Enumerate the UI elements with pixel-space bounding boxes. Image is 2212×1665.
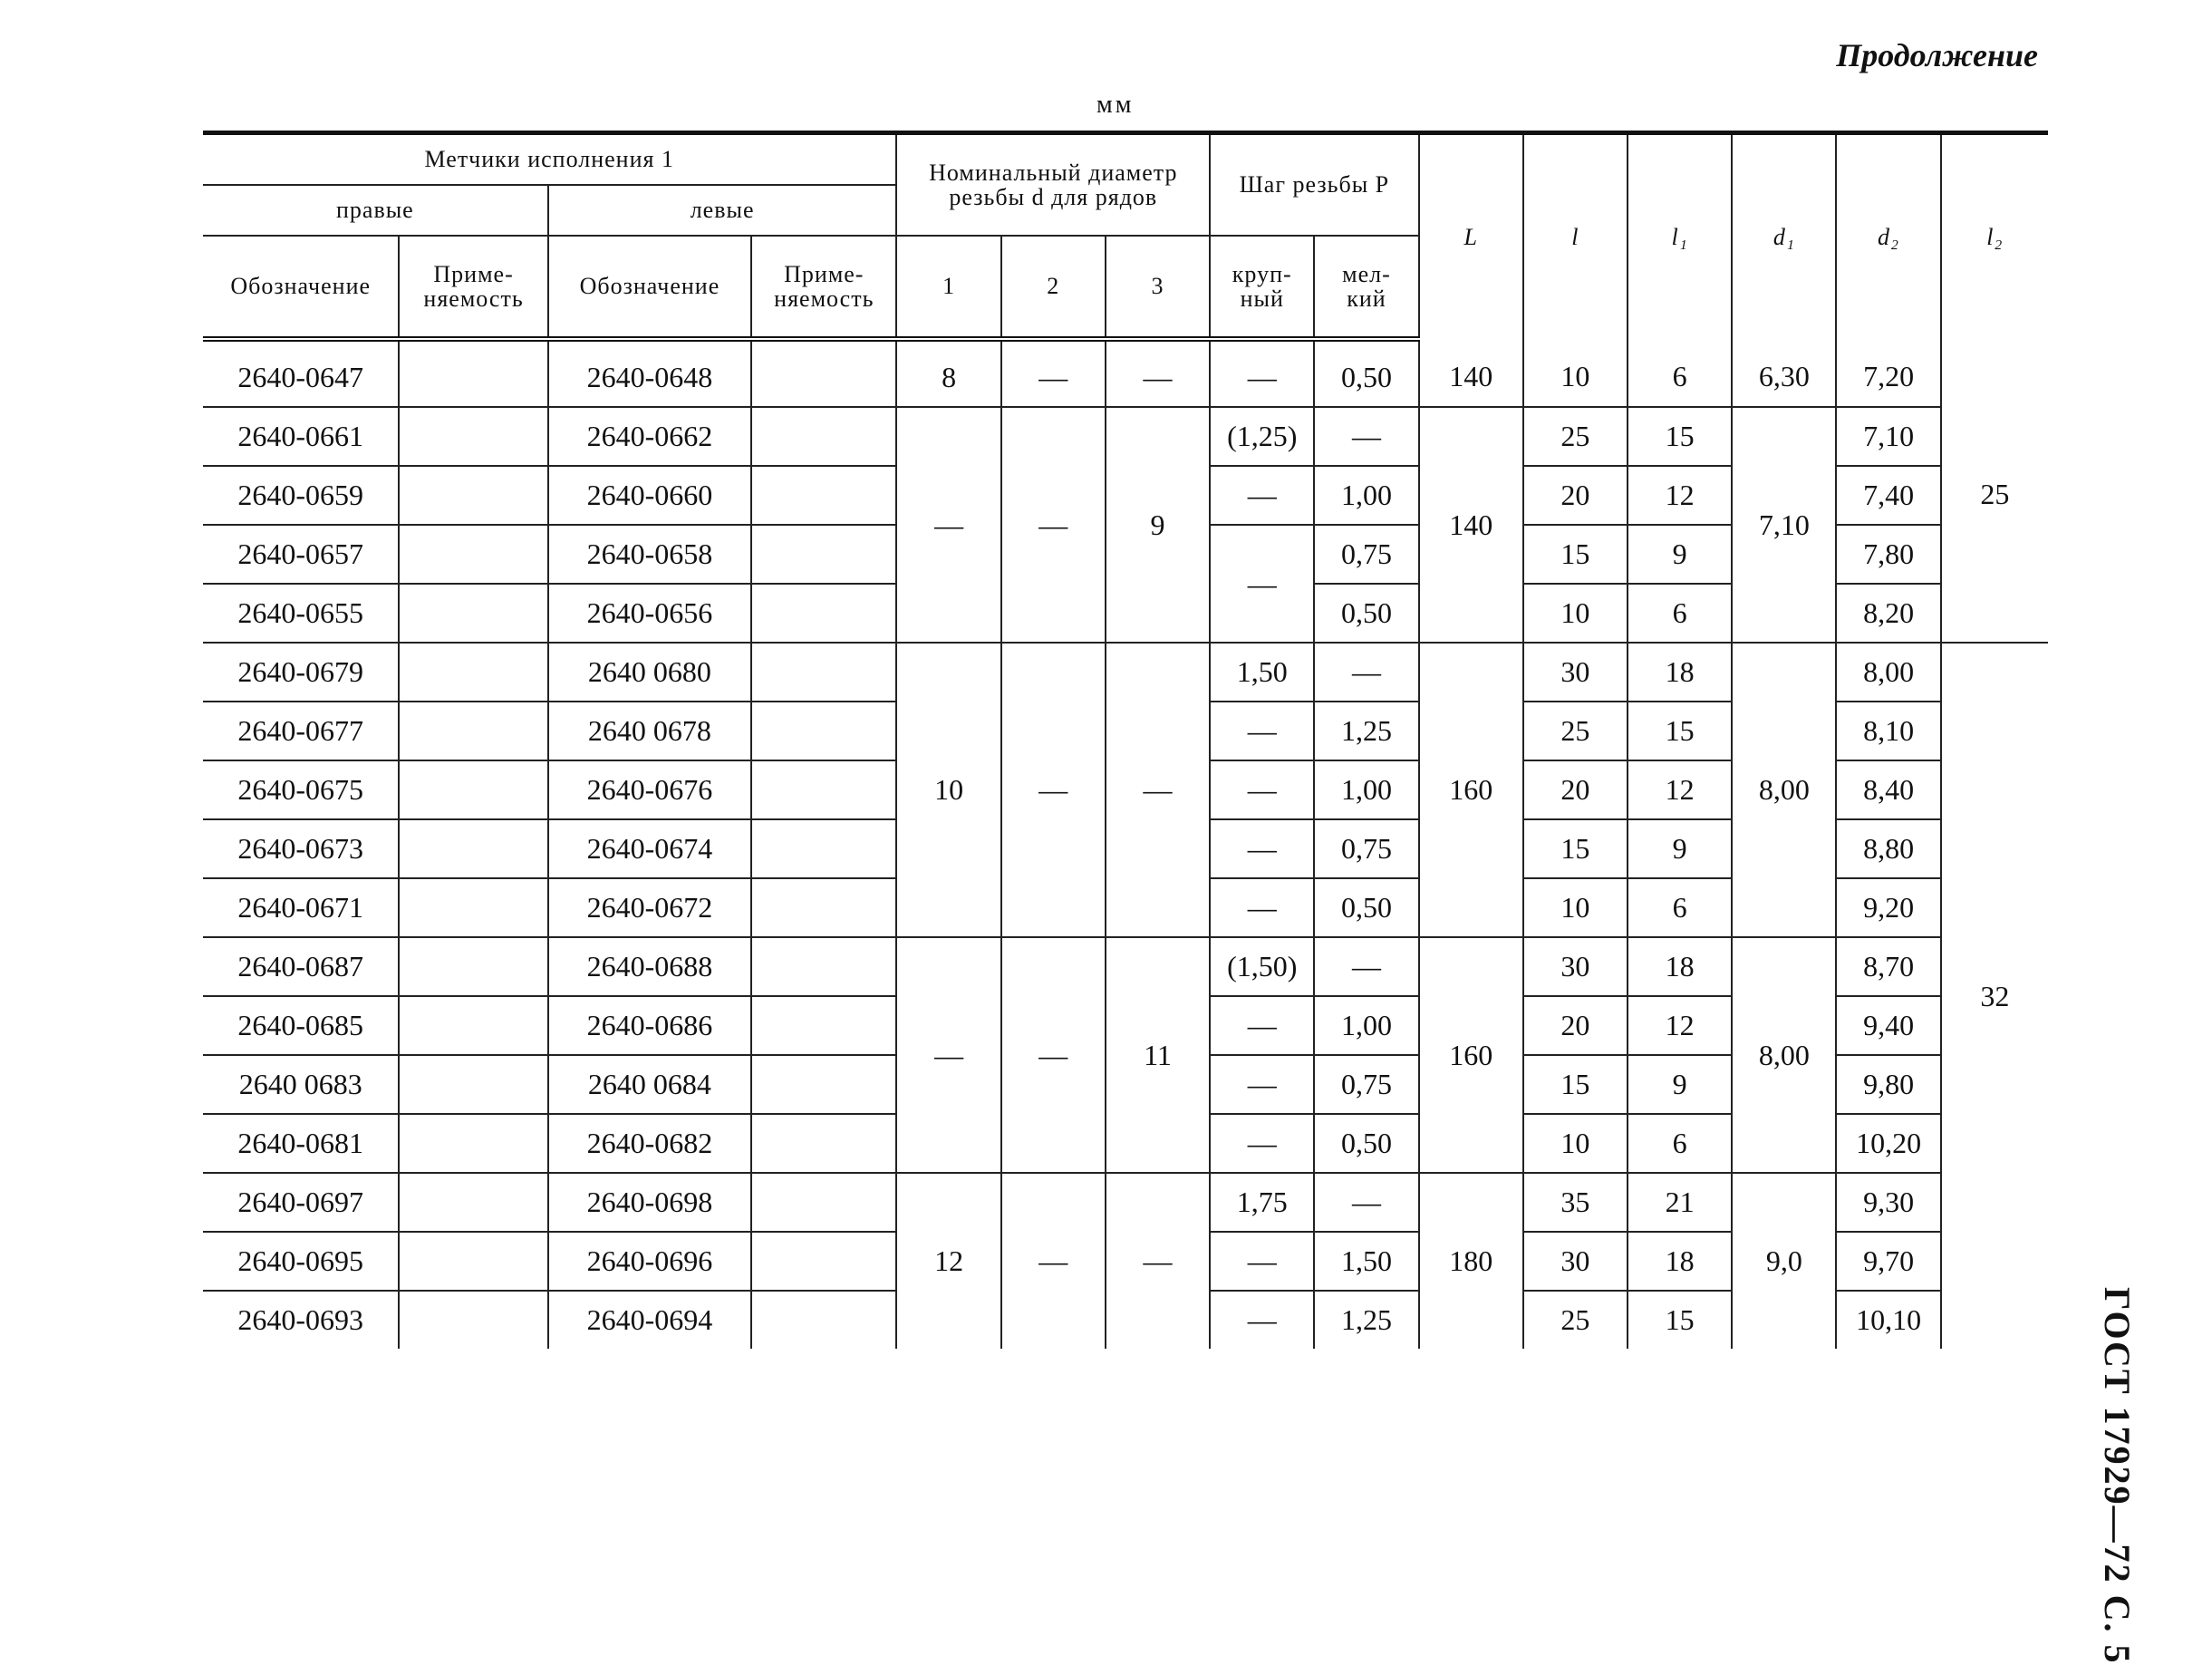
d-row1: — xyxy=(896,937,1000,1173)
length-l1: 18 xyxy=(1628,937,1732,996)
length-l1: 12 xyxy=(1628,466,1732,525)
length-l: 20 xyxy=(1523,760,1628,819)
length-l: 25 xyxy=(1523,407,1628,466)
left-designation: 2640-0694 xyxy=(548,1291,751,1349)
right-designation: 2640-0655 xyxy=(203,584,399,643)
pitch-coarse: 1,75 xyxy=(1210,1173,1314,1232)
row-2-header: 2 xyxy=(1001,236,1106,339)
left-designation: 2640-0662 xyxy=(548,407,751,466)
diameter-d2: 8,70 xyxy=(1836,937,1940,996)
d-row3: — xyxy=(1106,643,1210,937)
pitch-coarse: — xyxy=(1210,1291,1314,1349)
pitch-fine: 0,75 xyxy=(1314,525,1418,584)
right-applicability xyxy=(399,584,547,643)
left-applicability xyxy=(751,702,896,760)
pitch-coarse: — xyxy=(1210,878,1314,937)
diameter-d2: 7,80 xyxy=(1836,525,1940,584)
diameter-d2: 8,40 xyxy=(1836,760,1940,819)
left-taps-header: левые xyxy=(548,185,897,236)
length-L: 140 xyxy=(1419,339,1523,407)
length-l: 30 xyxy=(1523,937,1628,996)
diameter-d2: 8,80 xyxy=(1836,819,1940,878)
pitch-coarse: — xyxy=(1210,339,1314,407)
continuation-label: Продолжение xyxy=(1836,37,2038,73)
left-designation: 2640-0660 xyxy=(548,466,751,525)
length-l1: 6 xyxy=(1628,878,1732,937)
length-l: 30 xyxy=(1523,643,1628,702)
col-d1-header: d₁ xyxy=(1732,133,1836,340)
left-applicability xyxy=(751,1055,896,1114)
left-designation: 2640-0682 xyxy=(548,1114,751,1173)
row-1-header: 1 xyxy=(896,236,1000,339)
right-applicability xyxy=(399,466,547,525)
pitch-coarse: — xyxy=(1210,1055,1314,1114)
pitch-coarse: — xyxy=(1210,466,1314,525)
right-applicability xyxy=(399,937,547,996)
d-row2: — xyxy=(1001,643,1106,937)
left-designation: 2640 0684 xyxy=(548,1055,751,1114)
col-l-header: l xyxy=(1523,133,1628,340)
right-applicability xyxy=(399,525,547,584)
length-l1: 21 xyxy=(1628,1173,1732,1232)
diameter-d1: 8,00 xyxy=(1732,937,1836,1173)
left-applicability xyxy=(751,407,896,466)
left-applicability-header: Приме- няемость xyxy=(751,236,896,339)
pitch-fine: 0,50 xyxy=(1314,878,1418,937)
length-l: 25 xyxy=(1523,702,1628,760)
length-L: 160 xyxy=(1419,937,1523,1173)
diameter-d1: 9,0 xyxy=(1732,1173,1836,1349)
pitch-fine: — xyxy=(1314,1173,1418,1232)
right-applicability xyxy=(399,1291,547,1349)
right-designation: 2640-0697 xyxy=(203,1173,399,1232)
left-applicability xyxy=(751,584,896,643)
length-l: 10 xyxy=(1523,1114,1628,1173)
pitch-fine: 1,25 xyxy=(1314,1291,1418,1349)
d-row2: — xyxy=(1001,407,1106,643)
right-applicability-header: Приме- няемость xyxy=(399,236,547,339)
length-l: 20 xyxy=(1523,996,1628,1055)
d-row1: 10 xyxy=(896,643,1000,937)
left-applicability xyxy=(751,819,896,878)
pitch-fine: — xyxy=(1314,407,1418,466)
d-row1: — xyxy=(896,407,1000,643)
length-l1: 6 xyxy=(1628,584,1732,643)
left-designation: 2640-0686 xyxy=(548,996,751,1055)
table-row xyxy=(203,937,2048,996)
coarse-pitch-header: круп- ный xyxy=(1210,236,1314,339)
length-l1: 9 xyxy=(1628,1055,1732,1114)
diameter-d2: 9,30 xyxy=(1836,1173,1940,1232)
pitch-coarse: — xyxy=(1210,1232,1314,1291)
left-applicability xyxy=(751,1232,896,1291)
d-row2: — xyxy=(1001,937,1106,1173)
length-L: 140 xyxy=(1419,407,1523,643)
left-designation: 2640-0656 xyxy=(548,584,751,643)
pitch-fine: 1,25 xyxy=(1314,702,1418,760)
taps-spec-table xyxy=(203,131,2048,1349)
left-designation-header: Обозначение xyxy=(548,236,751,339)
pitch-fine: 0,75 xyxy=(1314,1055,1418,1114)
length-l1: 15 xyxy=(1628,407,1732,466)
right-designation: 2640-0673 xyxy=(203,819,399,878)
right-designation: 2640-0647 xyxy=(203,339,399,407)
diameter-d2: 8,20 xyxy=(1836,584,1940,643)
pitch-coarse: — xyxy=(1210,760,1314,819)
col-l2-header: l₂ xyxy=(1941,133,2048,340)
d-row2: — xyxy=(1001,1173,1106,1349)
length-l: 20 xyxy=(1523,466,1628,525)
col-L-header: L xyxy=(1419,133,1523,340)
d-row1: 12 xyxy=(896,1173,1000,1349)
left-designation: 2640-0648 xyxy=(548,339,751,407)
pitch-fine: 1,00 xyxy=(1314,466,1418,525)
length-l: 10 xyxy=(1523,339,1628,407)
length-L: 180 xyxy=(1419,1173,1523,1349)
left-designation: 2640-0658 xyxy=(548,525,751,584)
col-l1-header: l₁ xyxy=(1628,133,1732,340)
length-l: 10 xyxy=(1523,584,1628,643)
left-applicability xyxy=(751,339,896,407)
diameter-d2: 7,20 xyxy=(1836,339,1940,407)
right-designation: 2640-0671 xyxy=(203,878,399,937)
pitch-fine: 0,50 xyxy=(1314,584,1418,643)
length-l: 15 xyxy=(1523,525,1628,584)
standard-page-label: ГОСТ 17929—72 С. 5 xyxy=(2097,1287,2138,1665)
length-l: 25 xyxy=(1523,1291,1628,1349)
fine-pitch-header: мел- кий xyxy=(1314,236,1418,339)
diameter-d2: 9,20 xyxy=(1836,878,1940,937)
left-applicability xyxy=(751,643,896,702)
length-l1: 18 xyxy=(1628,643,1732,702)
right-designation: 2640-0681 xyxy=(203,1114,399,1173)
pitch-coarse: (1,25) xyxy=(1210,407,1314,466)
right-designation: 2640-0661 xyxy=(203,407,399,466)
table-row xyxy=(203,407,2048,466)
diameter-d2: 10,20 xyxy=(1836,1114,1940,1173)
length-l: 30 xyxy=(1523,1232,1628,1291)
left-applicability xyxy=(751,760,896,819)
length-l1: 15 xyxy=(1628,1291,1732,1349)
right-applicability xyxy=(399,1114,547,1173)
right-designation: 2640-0659 xyxy=(203,466,399,525)
nominal-diameter-header: Номинальный диаметр резьбы d для рядов xyxy=(896,133,1210,237)
right-designation-header: Обозначение xyxy=(203,236,399,339)
length-l1: 12 xyxy=(1628,760,1732,819)
right-designation: 2640-0687 xyxy=(203,937,399,996)
right-designation: 2640-0657 xyxy=(203,525,399,584)
pitch-coarse: — xyxy=(1210,525,1314,643)
pitch-coarse: 1,50 xyxy=(1210,643,1314,702)
length-l2: 32 xyxy=(1941,643,2048,1349)
pitch-fine: 0,50 xyxy=(1314,339,1418,407)
right-designation: 2640-0679 xyxy=(203,643,399,702)
diameter-d1: 8,00 xyxy=(1732,643,1836,937)
right-designation: 2640-0693 xyxy=(237,1303,364,1336)
length-l2: 25 xyxy=(1941,339,2048,643)
right-applicability xyxy=(399,1232,547,1291)
diameter-d2: 10,10 xyxy=(1836,1291,1940,1349)
right-designation: 2640-0695 xyxy=(203,1232,399,1291)
pitch-coarse: — xyxy=(1210,819,1314,878)
length-l1: 18 xyxy=(1628,1232,1732,1291)
length-l: 35 xyxy=(1523,1173,1628,1232)
d-row3: 9 xyxy=(1106,407,1210,643)
diameter-d1: 6,30 xyxy=(1732,339,1836,407)
diameter-d2: 9,70 xyxy=(1836,1232,1940,1291)
right-applicability xyxy=(399,996,547,1055)
right-applicability xyxy=(399,1173,547,1232)
right-taps-header: правые xyxy=(203,185,548,236)
left-applicability xyxy=(751,1114,896,1173)
left-designation: 2640-0672 xyxy=(548,878,751,937)
left-designation: 2640 0678 xyxy=(548,702,751,760)
right-designation: 2640-0685 xyxy=(203,996,399,1055)
pitch-coarse: — xyxy=(1210,702,1314,760)
right-applicability xyxy=(399,819,547,878)
pitch-fine: 1,00 xyxy=(1314,996,1418,1055)
diameter-d2: 7,10 xyxy=(1836,407,1940,466)
length-l1: 9 xyxy=(1628,525,1732,584)
length-l1: 9 xyxy=(1628,819,1732,878)
table-row xyxy=(203,339,2048,407)
right-applicability xyxy=(399,760,547,819)
left-designation: 2640-0696 xyxy=(548,1232,751,1291)
length-l1: 6 xyxy=(1628,339,1732,407)
left-applicability xyxy=(751,525,896,584)
right-applicability xyxy=(399,339,547,407)
length-L: 160 xyxy=(1419,643,1523,937)
left-applicability xyxy=(751,878,896,937)
right-applicability xyxy=(399,407,547,466)
length-l: 15 xyxy=(1523,819,1628,878)
pitch-fine: 0,50 xyxy=(1314,1114,1418,1173)
pitch-fine: 1,00 xyxy=(1314,760,1418,819)
d-row2: — xyxy=(1001,339,1106,407)
length-l: 15 xyxy=(1523,1055,1628,1114)
length-l1: 12 xyxy=(1628,996,1732,1055)
d-row3: — xyxy=(1106,339,1210,407)
left-designation: 2640-0676 xyxy=(548,760,751,819)
d-row3: 11 xyxy=(1106,937,1210,1173)
left-designation: 2640-0698 xyxy=(548,1173,751,1232)
left-applicability xyxy=(751,937,896,996)
right-designation: 2640-0677 xyxy=(203,702,399,760)
left-applicability xyxy=(751,996,896,1055)
right-applicability xyxy=(399,878,547,937)
table-row xyxy=(203,1173,2048,1232)
diameter-d2: 9,80 xyxy=(1836,1055,1940,1114)
pitch-coarse: — xyxy=(1210,996,1314,1055)
diameter-d2: 8,00 xyxy=(1836,643,1940,702)
table-row xyxy=(203,643,2048,702)
left-applicability xyxy=(751,1291,896,1349)
d-row1: 8 xyxy=(896,339,1000,407)
taps-group-header: Метчики исполнения 1 xyxy=(203,133,896,186)
right-applicability xyxy=(399,643,547,702)
left-designation: 2640 0680 xyxy=(548,643,751,702)
length-l1: 6 xyxy=(1628,1114,1732,1173)
pitch-fine: 1,50 xyxy=(1314,1232,1418,1291)
right-applicability xyxy=(399,1055,547,1114)
thread-pitch-header: Шаг резьбы P xyxy=(1210,133,1418,237)
diameter-d2: 7,40 xyxy=(1836,466,1940,525)
diameter-d1: 7,10 xyxy=(1732,407,1836,643)
pitch-fine: — xyxy=(1314,937,1418,996)
pitch-coarse: — xyxy=(1210,1114,1314,1173)
left-applicability xyxy=(751,466,896,525)
left-designation: 2640-0688 xyxy=(548,937,751,996)
pitch-fine: 0,75 xyxy=(1314,819,1418,878)
left-designation: 2640-0674 xyxy=(548,819,751,878)
diameter-d2: 8,10 xyxy=(1836,702,1940,760)
d-row3: — xyxy=(1106,1173,1210,1349)
col-d2-header: d₂ xyxy=(1836,133,1940,340)
left-applicability xyxy=(751,1173,896,1232)
pitch-fine: — xyxy=(1314,643,1418,702)
length-l1: 15 xyxy=(1628,702,1732,760)
length-l: 10 xyxy=(1523,878,1628,937)
row-3-header: 3 xyxy=(1106,236,1210,339)
diameter-d2: 9,40 xyxy=(1836,996,1940,1055)
right-applicability xyxy=(399,702,547,760)
pitch-coarse: (1,50) xyxy=(1210,937,1314,996)
right-designation: 2640-0675 xyxy=(203,760,399,819)
right-designation: 2640 0683 xyxy=(203,1055,399,1114)
unit-label: мм xyxy=(1096,91,1135,119)
